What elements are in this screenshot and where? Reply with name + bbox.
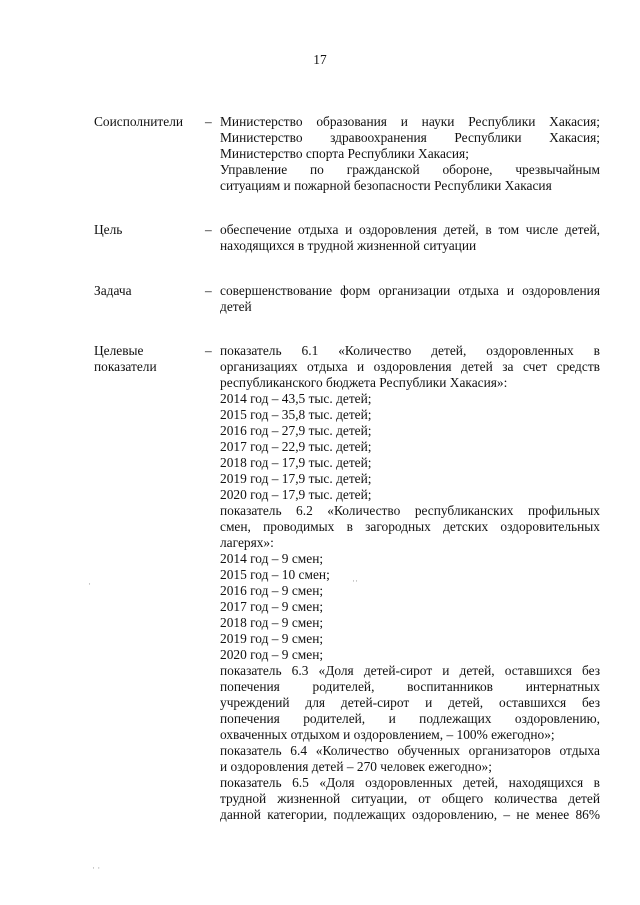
text-line: 2015 год – 35,8 тыс. детей;: [220, 407, 372, 422]
text-line: ситуациям и пожарной безопасности Республики Хакасия: [220, 178, 552, 193]
text-line: детей: [220, 299, 252, 314]
section-label-line: показатели: [94, 359, 157, 374]
text-line: обеспечение отдыха и оздоровления детей, в том числе детей,: [220, 222, 600, 237]
section-content: [220, 222, 600, 254]
section-label-line: Целевые: [94, 343, 144, 358]
text-line: 2020 год – 17,9 тыс. детей;: [220, 487, 372, 502]
scan-speck: ··: [352, 576, 358, 586]
section-label-line: Соисполнители: [94, 114, 184, 129]
text-line: Министерство образования и науки Республики Хакасия;: [220, 114, 600, 129]
section-dash: –: [205, 114, 212, 129]
text-line: 2014 год – 43,5 тыс. детей;: [220, 391, 372, 406]
text-line: 2019 год – 9 смен;: [220, 631, 324, 646]
text-line: республиканского бюджета Республики Хакасия»:: [220, 375, 508, 390]
section-label: [94, 343, 199, 375]
section-content: [220, 283, 600, 315]
text-line: 2016 год – 27,9 тыс. детей;: [220, 423, 372, 438]
text-line: 2017 год – 22,9 тыс. детей;: [220, 439, 372, 454]
text-line: попечения родителей, воспитанников интернатных: [220, 679, 600, 694]
text-line: трудной жизненной ситуации, от общего количества детей: [220, 791, 600, 806]
text-line: 2018 год – 17,9 тыс. детей;: [220, 455, 372, 470]
section-label: [94, 283, 199, 299]
text-line: 2016 год – 9 смен;: [220, 583, 324, 598]
section-label: [94, 222, 199, 238]
text-line: лагерях»:: [220, 535, 274, 550]
text-line: 2020 год – 9 смен;: [220, 647, 324, 662]
text-line: совершенствование форм организации отдыха и оздоровления: [220, 283, 600, 298]
text-line: Министерство спорта Республики Хакасия;: [220, 146, 469, 161]
text-line: 2019 год – 17,9 тыс. детей;: [220, 471, 372, 486]
text-line: 2014 год – 9 смен;: [220, 551, 324, 566]
text-line: попечения родителей, и подлежащих оздоровлению,: [220, 711, 600, 726]
section-dash: –: [205, 222, 212, 237]
text-line: 2017 год – 9 смен;: [220, 599, 324, 614]
text-line: учреждений для детей-сирот и детей, оставшихся без: [220, 695, 600, 710]
text-line: данной категории, подлежащих оздоровлению, – не менее 86%: [220, 807, 600, 822]
page-number: 17: [313, 52, 327, 67]
section-dash: –: [205, 343, 212, 358]
text-line: находящихся в трудной жизненной ситуации: [220, 238, 477, 253]
text-line: показатель 6.4 «Количество обученных организаторов отдыха: [220, 743, 600, 758]
section-label-line: Задача: [94, 283, 132, 298]
text-line: 2015 год – 10 смен;: [220, 567, 330, 582]
section-label: [94, 114, 199, 130]
text-line: показатель 6.2 «Количество республиканских профильных: [220, 503, 600, 518]
text-line: охваченных отдыхом и оздоровлением, – 100% ежегодно»;: [220, 727, 555, 742]
text-line: Министерство здравоохранения Республики Хакасия;: [220, 130, 600, 145]
text-line: показатель 6.1 «Количество детей, оздоровленных в: [220, 343, 600, 358]
section-dash: –: [205, 283, 212, 298]
section-label-line: Цель: [94, 222, 123, 237]
text-line: организациях отдыха и оздоровления детей за счет средств: [220, 359, 600, 374]
scan-speck: · ·: [92, 863, 101, 873]
text-line: показатель 6.3 «Доля детей-сирот и детей, оставшихся без: [220, 663, 600, 678]
text-line: Управление по гражданской обороне, чрезвычайным: [220, 162, 600, 177]
text-line: и оздоровления детей – 270 человек ежегодно»;: [220, 759, 492, 774]
section-content: [220, 343, 600, 823]
section-content: [220, 114, 600, 194]
text-line: 2018 год – 9 смен;: [220, 615, 324, 630]
scan-speck: ·: [88, 579, 91, 589]
text-line: показатель 6.5 «Доля оздоровленных детей, находящихся в: [220, 775, 600, 790]
text-line: смен, проводимых в загородных детских оздоровительных: [220, 519, 600, 534]
